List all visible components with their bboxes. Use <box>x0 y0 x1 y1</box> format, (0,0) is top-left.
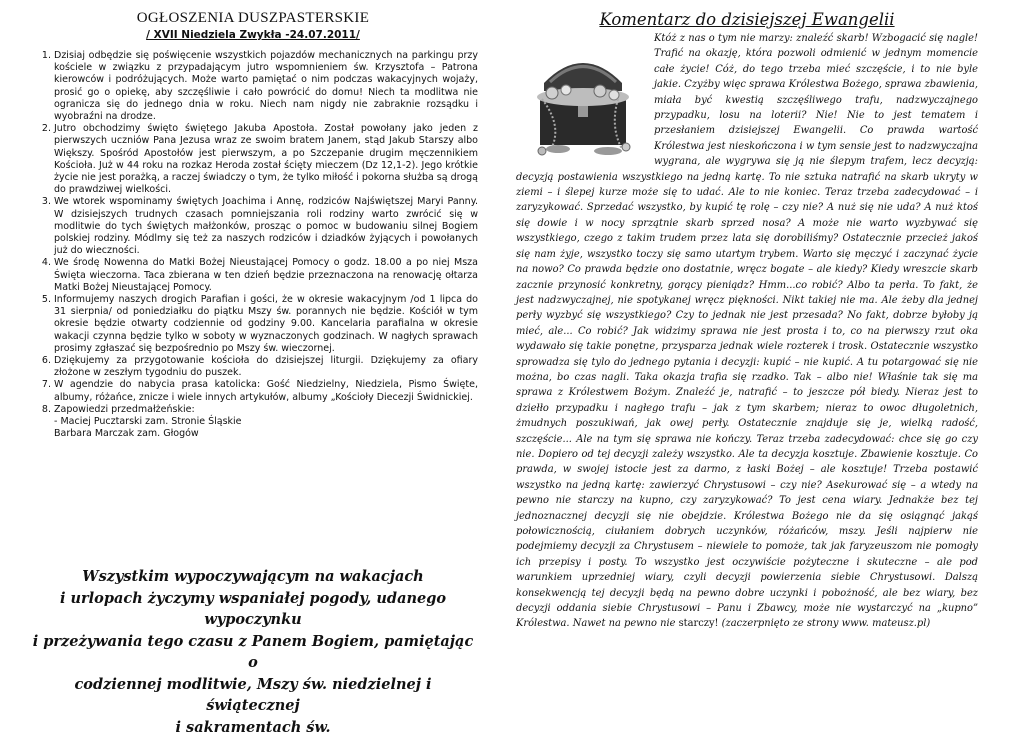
sunday-date: / XVII Niedziela Zwykła -24.07.2011/ <box>28 29 478 41</box>
wish-line: Wszystkim wypoczywającym na wakacjach <box>30 566 476 588</box>
announcements-list <box>28 50 478 441</box>
list-item: 1. Dzisiaj odbędzie się poświęcenie wszystkich pojazdów mechanicznych na parkingu przy kościele w związku z przypadającym jutro wspomnieniem św. Krzysztofa – Patrona kierowców i podróżujących. Może warto pamiętać o nim podczas wakacyjnych wojaży, prosić go o opiekę, aby szczęśliwie i cało powrócić do domu! Niech ta modlitwa nie ogranicza się do jednego dnia w roku. Niech nam nigdy nie zabraknie rozsądku i wyobraźni na drodze. <box>54 50 478 123</box>
list-item: 8. Zapowiedzi przedmałżeńskie: - Maciej Pucztarski zam. Stronie Śląskie Barbara Marczak zam. Głogów <box>54 404 478 441</box>
commentary-title: Komentarz do dzisiejszej Ewangelii <box>516 10 978 29</box>
announcements-heading: OGŁOSZENIA DUSZPASTERSKIE <box>28 10 478 27</box>
commentary-source: (zaczerpnięto ze strony www. mateusz.pl) <box>719 618 931 629</box>
list-item: 7. W agendzie do nabycia prasa katolicka: Gość Niedzielny, Niedziela, Pismo Święte, albumy, różańce, znicze i wiele innych artykułów, albumy „Kościoły Diecezji Świdnickiej. <box>54 379 478 403</box>
wish-line: codziennej modlitwie, Mszy św. niedzielnej i świątecznej <box>30 674 476 717</box>
holiday-wishes <box>30 566 476 738</box>
gospel-commentary-column <box>516 10 978 632</box>
wish-line: i sakramentach św. <box>30 717 476 738</box>
wish-line: i przeżywania tego czasu z Panem Bogiem, pamiętając o <box>30 631 476 674</box>
commentary-text <box>516 31 978 632</box>
announcements-column <box>28 10 478 441</box>
list-item: 3. We wtorek wspominamy świętych Joachima i Annę, rodziców Najświętszej Maryi Panny. W dzisiejszych trudnych czasach pomniejszania roli rodziny warto zwrócić się w modlitwie do tych świętych małżonków, prosząc o pomoc w budowaniu silnej Bogiem polskiej rodziny. Módlmy się też za naszych rodziców i dziadków żyjących i powołanych już do wieczności. <box>54 196 478 257</box>
wish-line: i urlopach życzymy wspaniałej pogody, udanego wypoczynku <box>30 588 476 631</box>
commentary-body: Któż z nas o tym nie marzy: znaleźć skarb! Wzbogacić się nagle! Trafić na okazję, która pozwoli odmienić w jednym momencie całe życie! Cóż, do tego trzeba mieć szczęście, i to nie byle jakie. Czyżby więc sprawa Królestwa Bożego, sprawa zbawienia, miała być kwestią szczęśliwego trafu, nadzwyczajnego przypadku, losu na loterii? Nie! Nie to jest tematem i przesłaniem dzisiejszej Ewangelii. Co prawda wartość Królestwa jest nieskończona i w tym sensie jest to nadzwyczajna wygrana, ale wygrywa się ją nie ślepym trafem, lecz decyzją: decyzją postawienia wszystkiego na jedną kartę. To nie sztuka natrafić na skarb ukryty w ziemi – i ślepej kurze może się to udać. Ale to nie koniec. Teraz trzeba zadecydować – i zaryzykować. Sprzedać wszystko, by kupić tę rolę – czy nie? A nuż się nie uda? A nuż ktoś się dowie i w nocy sprzątnie skarb sprzed nosa? A może nie warto wyzbywać się wszystkiego, czego z takim trudem przez lata się dorobiliśmy? Ostatecznie przecież jakoś się nam żyje, wszystko toczy się samo utartym trybem. Warto się męczyć i zaczynać życie na nowo? Co prawda będzie ono dostatnie, wręcz bogate – ale kiedy? Kiedy wreszcie skarb zacznie przynosić konkretny, gorący pieniądz? Hmm...co robić? Albo ta perła. To fakt, że jest nadzwyczajnej, nie spotykanej wręcz piękności. Nikt takiej nie ma. Ale żeby dla jednej perły wyzbyć się wszystkiego? Czy to jednak nie jest przesada? No fakt, dobrze byłoby ją mieć, ale... Co robić? Jak widzimy sprawa nie jest prosta i to, co na pierwszy rzut oka wydawało się takie ponętne, przysparza jednak wiele rozterek i trosk. Ostatecznie wszystko sprowadza się tylo do jednego pytania i decyzji: kupić – nie kupić. A tu potargować się nie można, bo czas nagli. Taka okazja trafia się rzadko. Tak – albo nie! Właśnie tak się ma sprawa z Królestwem Bożym. Znaleźć je, natrafić – to jeszcze pół biedy. Nieraz jest to dziełło przypadku i nagłego trafu – jak z tym skarbem; nieraz to owoc długoletnich, żmudnych poszukiwań, jak owej perły. Ostatecznie znajduje się je, wielką radość, szczęście... Ale na tym się sprawa nie kończy. Teraz trzeba zadecydować: chce się go czy nie. Dopiero od tej decyzji zależy wszystko. Ale ta decyzja kosztuje. Zbawienie kosztuje. Co prawda, w swojej istocie jest za darmo, z łaski Bożej – ale kosztuje! Trzeba postawić wszystko na jedną kartę: zawierzyć Chrystusowi – czy nie? Asekurować się – a wtedy na pewno nie starczy na kupno, czy zaryzykować? To jest cena wiary. Jednakże bez tej jednoznacznej decyzji się nie obejdzie. Królestwa Bożego nie da się osiągnąć jakąś połowicznością, ciułaniem dobrych uczynków, różańców, mszy. Jeśli najpierw nie podejmiemy decyzji za Chrystusem – niewiele to pomoże, tak jak faryzeuszom nie pomogły ich przepisy i posty. To wszystko jest oczywiście pożyteczne i skuteczne – ale pod warunkiem uprzedniej wiary, czyli decyzji powierzenia siebie Chrystusowi. Dalszą konsekwencją tej decyzji będą na pewno dobre uczynki i pobożność, ale bez wiary, bez decyzji oddania siebie Chrystusowi – Panu i Zbawcy, może nie wystarczyć na „kupno” Królestwa. Nawet na pewno nie <box>516 33 978 629</box>
commentary-body-end: starczy! <box>679 618 719 629</box>
list-item: 6. Dziękujemy za przygotowanie kościoła do dzisiejszej liturgii. Dziękujemy za ofiary złożone w zeszłym tygodniu do puszek. <box>54 355 478 379</box>
treasure-chest-illustration <box>522 35 644 159</box>
list-item: 5. Informujemy naszych drogich Parafian i gości, że w okresie wakacyjnym /od 1 lipca do 31 sierpnia/ od poniedziałku do piątku Mszy św. porannych nie będzie. Kościół w tym okresie będzie otwarty codziennie od godziny 9.00. Kancelaria parafialna w okresie wakacji czynna będzie tylko w soboty w wyznaczonych godzinach. W nagłych sprawach prosimy zgłaszać się bezpośrednio po Mszy św. wieczornej. <box>54 294 478 355</box>
list-item: 4. We środę Nowenna do Matki Bożej Nieustającej Pomocy o godz. 18.00 a po niej Msza Święta wieczorna. Taca zbierana w ten dzień będzie przeznaczona na renowację ołtarza Matki Bożej Nieustającej Pomocy. <box>54 257 478 294</box>
list-item: 2. Jutro obchodzimy święto świętego Jakuba Apostoła. Został powołany jako jeden z pierwszych uczniów Pana Jezusa wraz ze swoim bratem Janem, stąd Jakub Starszy albo Większy. Spośród Apostołów jest pierwszym, a po Szczepanie drugim męczennikiem Kościoła. Już w 44 roku na rozkaz Heroda został ścięty mieczem (Dz 12,1-2). Jego krótkie życie nie jest porażką, a raczej świadczy o tym, że tylko miłość i pokorna służba są drogą do prawdziwej wielkości. <box>54 123 478 196</box>
